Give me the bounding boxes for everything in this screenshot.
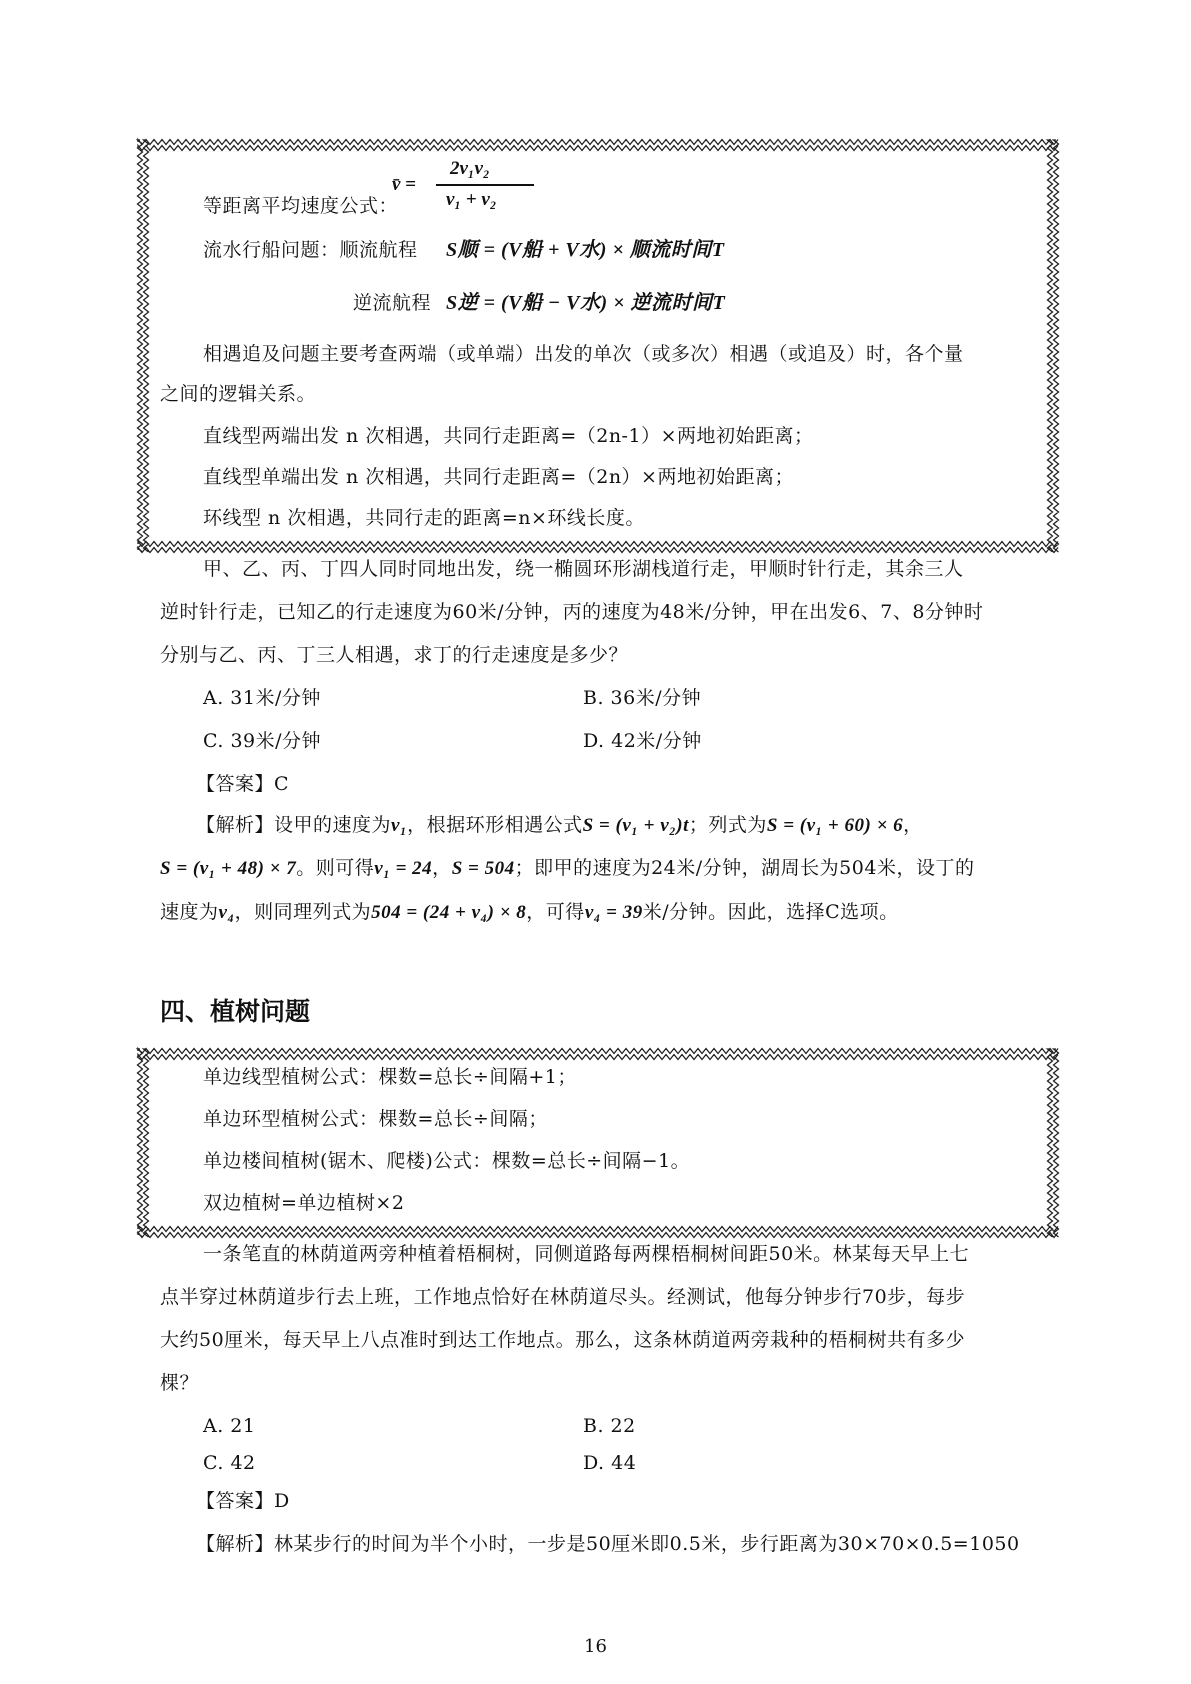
q2-option-b: B. 22 xyxy=(583,1415,636,1437)
meeting-intro-2: 之间的逻辑关系。 xyxy=(160,383,317,405)
q1-answer: 【答案】C xyxy=(196,773,290,795)
meeting-intro-1: 相遇追及问题主要考查两端（或单端）出发的单次（或多次）相遇（或追及）时，各个量 xyxy=(203,343,964,365)
q1-analysis-line-2: S = (v₁ + 48) × 7。则可得v₁ = 24，S = 504；即甲的速度为24米/分钟，湖周长为504米，设丁的 xyxy=(160,857,975,879)
zigzag-line xyxy=(138,542,1058,547)
zigzag-line xyxy=(138,1055,1058,1060)
planting-rule-3: 单边楼间植树(锯木、爬楼)公式：棵数=总长÷间隔−1。 xyxy=(203,1150,691,1172)
meeting-rule-1: 直线型两端出发 n 次相遇，共同行走距离=（2n-1）×两地初始距离； xyxy=(203,425,814,447)
q2-option-c: C. 42 xyxy=(203,1452,256,1474)
zigzag-line xyxy=(138,1233,1058,1238)
q2-answer: 【答案】D xyxy=(196,1490,290,1512)
q2-stem-4: 棵？ xyxy=(160,1372,200,1394)
meeting-rule-3: 环线型 n 次相遇，共同行走的距离=n×环线长度。 xyxy=(203,507,645,529)
planting-rule-1: 单边线型植树公式：棵数=总长÷间隔+1； xyxy=(203,1066,577,1088)
zigzag-line xyxy=(144,140,149,552)
zigzag-line xyxy=(138,1049,1058,1054)
zigzag-line xyxy=(138,140,143,552)
q1-option-a: A. 31米/分钟 xyxy=(203,687,321,709)
q2-stem-2: 点半穿过林荫道步行去上班，工作地点恰好在林荫道尽头。经测试，他每分钟步行70步，每步 xyxy=(160,1286,966,1308)
fraction-bar xyxy=(436,184,534,186)
zigzag-line xyxy=(138,140,1058,145)
planting-rule-4: 双边植树=单边植树×2 xyxy=(203,1192,405,1214)
q1-option-b: B. 36米/分钟 xyxy=(583,687,702,709)
q2-stem-1: 一条笔直的林荫道两旁种植着梧桐树，同侧道路每两棵梧桐树间距50米。林某每天早上七 xyxy=(203,1243,970,1265)
zigzag-line xyxy=(138,1227,1058,1232)
upstream-label: 逆流航程 xyxy=(353,292,432,314)
stream-formula: S顺 = (V船 + V水) × 顺流时间T xyxy=(446,239,725,261)
zigzag-line xyxy=(138,1049,143,1237)
zigzag-line xyxy=(1054,1049,1059,1237)
q1-analysis-line-3: 速度为v₄，则同理列式为504 = (24 + v₄) × 8，可得v₄ = 39米/分钟。因此，选择C选项。 xyxy=(160,901,899,923)
zigzag-line xyxy=(144,1049,149,1237)
q1-option-c: C. 39米/分钟 xyxy=(203,730,322,752)
page-number: 16 xyxy=(584,1636,607,1657)
zigzag-line xyxy=(1048,1049,1053,1237)
zigzag-line xyxy=(138,146,1058,151)
q2-stem-3: 大约50厘米，每天早上八点准时到达工作地点。那么，这条林荫道两旁栽种的梧桐树共有多少 xyxy=(160,1329,966,1351)
q2-analysis-line-1: 【解析】林某步行的时间为半个小时，一步是50厘米即0.5米，步行距离为30×70×0.5=1050 xyxy=(196,1533,1020,1555)
stream-label: 流水行船问题：顺流航程 xyxy=(203,239,418,261)
meeting-rule-2: 直线型单端出发 n 次相遇，共同行走距离=（2n）×两地初始距离； xyxy=(203,466,794,488)
zigzag-line xyxy=(1054,140,1059,552)
upstream-formula: S逆 = (V船 − V水) × 逆流时间T xyxy=(446,292,726,314)
zigzag-line xyxy=(1048,140,1053,552)
planting-rule-2: 单边环型植树公式：棵数=总长÷间隔； xyxy=(203,1108,548,1130)
avg-speed-formula: v̄ = 2v₁v₂ v₁ + v₂ xyxy=(392,162,542,222)
q1-option-d: D. 42米/分钟 xyxy=(583,730,702,752)
q2-option-d: D. 44 xyxy=(583,1452,637,1474)
q1-analysis-line-1: 【解析】设甲的速度为v₁，根据环形相遇公式S = (v₁ + v₂)t；列式为S = (v₁ + 60) × 6， xyxy=(196,814,923,836)
zigzag-line xyxy=(138,548,1058,553)
section-heading: 四、植树问题 xyxy=(160,997,311,1026)
q2-option-a: A. 21 xyxy=(203,1415,256,1437)
q1-stem-2: 逆时针行走，已知乙的行走速度为60米/分钟，丙的速度为48米/分钟，甲在出发6、7、8分钟时 xyxy=(160,601,984,623)
q1-stem-1: 甲、乙、丙、丁四人同时同地出发，绕一椭圆环形湖栈道行走，甲顺时针行走，其余三人 xyxy=(203,558,964,580)
q1-stem-3: 分别与乙、丙、丁三人相遇，求丁的行走速度是多少？ xyxy=(160,644,629,666)
avg-speed-label: 等距离平均速度公式： xyxy=(203,195,399,217)
